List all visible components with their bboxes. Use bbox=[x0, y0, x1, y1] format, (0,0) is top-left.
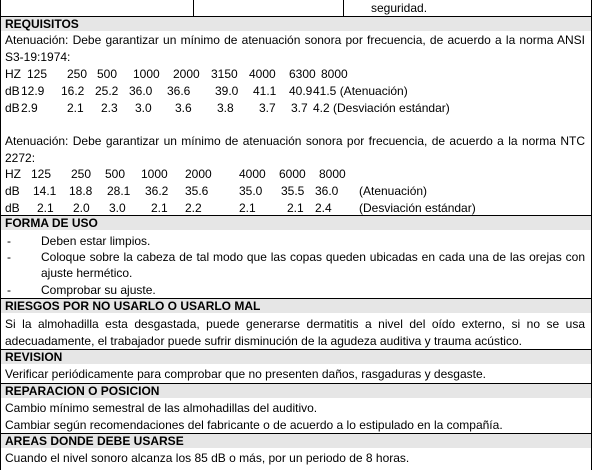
section-heading-band bbox=[1, 350, 591, 364]
table-top-row bbox=[1, 0, 591, 17]
table-cell: 2.1 bbox=[239, 201, 256, 215]
table-cell: 40.9 bbox=[289, 84, 313, 98]
table-cell: (Atenuación) bbox=[359, 184, 428, 198]
ansi-intro-line-1: Atenuación: Debe garantizar un mínimo de atenuación sonora por frecuencia, de acuerdo a la norma ANSI bbox=[5, 33, 585, 47]
riesgos-line-2: adecuadamente, el trabajador puede sufrir disminución de la agudeza auditiva y trauma acústico. bbox=[5, 334, 522, 348]
table-cell: 2000 bbox=[173, 67, 200, 81]
table-cell: 500 bbox=[97, 67, 118, 81]
table-cell: 3.6 bbox=[175, 101, 192, 115]
table-cell: 1000 bbox=[133, 67, 160, 81]
ansi-intro-line-2: S3-19:1974: bbox=[5, 50, 71, 64]
column-divider bbox=[193, 0, 194, 16]
table-cell: 250 bbox=[71, 167, 92, 181]
table-cell: 1000 bbox=[141, 167, 168, 181]
table-cell: 3.0 bbox=[135, 101, 152, 115]
table-cell: 2.3 bbox=[101, 101, 118, 115]
table-cell: 2.1 bbox=[67, 101, 84, 115]
table-cell: 3.7 bbox=[291, 101, 308, 115]
riesgos-heading: RIESGOS POR NO USARLO O USARLO MAL bbox=[5, 299, 261, 313]
table-cell: 6000 bbox=[279, 167, 306, 181]
revision-heading: REVISION bbox=[5, 350, 63, 364]
table-cell: dB bbox=[5, 84, 20, 98]
table-cell: 250 bbox=[67, 67, 88, 81]
areas-line-1: Cuando el nivel sonoro alcanza los 85 dB o más, por un periodo de 8 horas. bbox=[5, 451, 410, 465]
table-cell: 4000 bbox=[249, 67, 276, 81]
list-bullet: - bbox=[7, 250, 11, 264]
table-cell: 125 bbox=[31, 167, 52, 181]
table-cell: 3.8 bbox=[217, 101, 234, 115]
table-cell: 12.9 bbox=[21, 84, 45, 98]
table-cell: HZ bbox=[5, 67, 21, 81]
table-cell: 2.9 bbox=[21, 101, 38, 115]
list-item: Deben estar limpios. bbox=[41, 234, 151, 248]
table-cell: 3.0 bbox=[109, 201, 126, 215]
table-cell: 2.0 bbox=[73, 201, 90, 215]
table-cell: 3.7 bbox=[259, 101, 276, 115]
table-cell: 25.2 bbox=[95, 84, 119, 98]
table-cell: 18.8 bbox=[69, 184, 93, 198]
reparacion-heading: REPARACION O POSICION bbox=[5, 384, 160, 398]
table-cell: 2.1 bbox=[151, 201, 168, 215]
table-cell: dB bbox=[5, 101, 20, 115]
list-item: Comprobar su ajuste. bbox=[41, 283, 156, 297]
riesgos-line-1: Si la almohadilla esta desgastada, puede generarse dermatitis a nivel del oído externo, si no se usa bbox=[5, 317, 585, 331]
table-cell: 36.0 bbox=[129, 84, 153, 98]
list-bullet: - bbox=[7, 283, 11, 297]
forma-de-uso-heading: FORMA DE USO bbox=[5, 216, 98, 230]
table-cell: 3150 bbox=[211, 67, 238, 81]
table-cell: 36.0 bbox=[315, 184, 339, 198]
table-cell: 500 bbox=[105, 167, 126, 181]
table-cell: 2.4 bbox=[315, 201, 332, 215]
table-cell: 14.1 bbox=[33, 184, 57, 198]
table-cell: 41.1 bbox=[253, 84, 277, 98]
table-cell: 6300 bbox=[289, 67, 316, 81]
table-cell: dB bbox=[5, 201, 20, 215]
areas-heading: AREAS DONDE DEBE USARSE bbox=[5, 434, 184, 448]
section-heading-band bbox=[1, 17, 591, 31]
ntc-intro-line-1: Atenuación: Debe garantizar un mínimo de atenuación sonora por frecuencia, de acuerdo a la norma NTC bbox=[5, 134, 585, 148]
table-cell: 2.1 bbox=[37, 201, 54, 215]
table-cell: 2.1 bbox=[287, 201, 304, 215]
ntc-intro-line-2: 2272: bbox=[5, 151, 36, 165]
column-divider bbox=[343, 0, 344, 16]
table-cell: 2.2 bbox=[185, 201, 202, 215]
table-cell: 8000 bbox=[321, 67, 348, 81]
revision-line-1: Verificar periódicamente para comprobar que no presenten daños, rasgaduras y desgaste. bbox=[5, 367, 486, 381]
reparacion-line-1: Cambio mínimo semestral de las almohadillas del auditivo. bbox=[5, 401, 318, 415]
table-cell: 125 bbox=[27, 67, 48, 81]
table-cell: 4.2 (Desviación estándar) bbox=[313, 101, 450, 115]
table-cell: (Desviación estándar) bbox=[359, 201, 476, 215]
table-cell: 4000 bbox=[239, 167, 266, 181]
table-cell: 39.0 bbox=[215, 84, 239, 98]
table-cell: dB bbox=[5, 184, 20, 198]
table-cell: HZ bbox=[5, 167, 21, 181]
table-cell: 36.6 bbox=[167, 84, 191, 98]
requisitos-heading: REQUISITOS bbox=[5, 17, 79, 31]
table-cell: 41.5 (Atenuación) bbox=[313, 84, 408, 98]
table-cell: 8000 bbox=[319, 167, 346, 181]
list-item: Coloque sobre la cabeza de tal modo que las copas queden ubicadas en cada una de las orejas con bbox=[41, 250, 585, 264]
list-item-continuation: ajuste hermético. bbox=[41, 266, 133, 280]
table-cell: 2000 bbox=[185, 167, 212, 181]
list-bullet: - bbox=[7, 234, 11, 248]
table-cell: 28.1 bbox=[107, 184, 131, 198]
table-cell: 35.0 bbox=[239, 184, 263, 198]
top-row-cell-text: seguridad. bbox=[371, 1, 428, 15]
table-cell: 35.6 bbox=[185, 184, 209, 198]
reparacion-line-2: Cambiar según recomendaciones del fabricante o de acuerdo a lo estipulado en la compañía. bbox=[5, 418, 503, 432]
table-cell: 36.2 bbox=[145, 184, 169, 198]
table-cell: 16.2 bbox=[61, 84, 85, 98]
table-cell: 35.5 bbox=[281, 184, 305, 198]
